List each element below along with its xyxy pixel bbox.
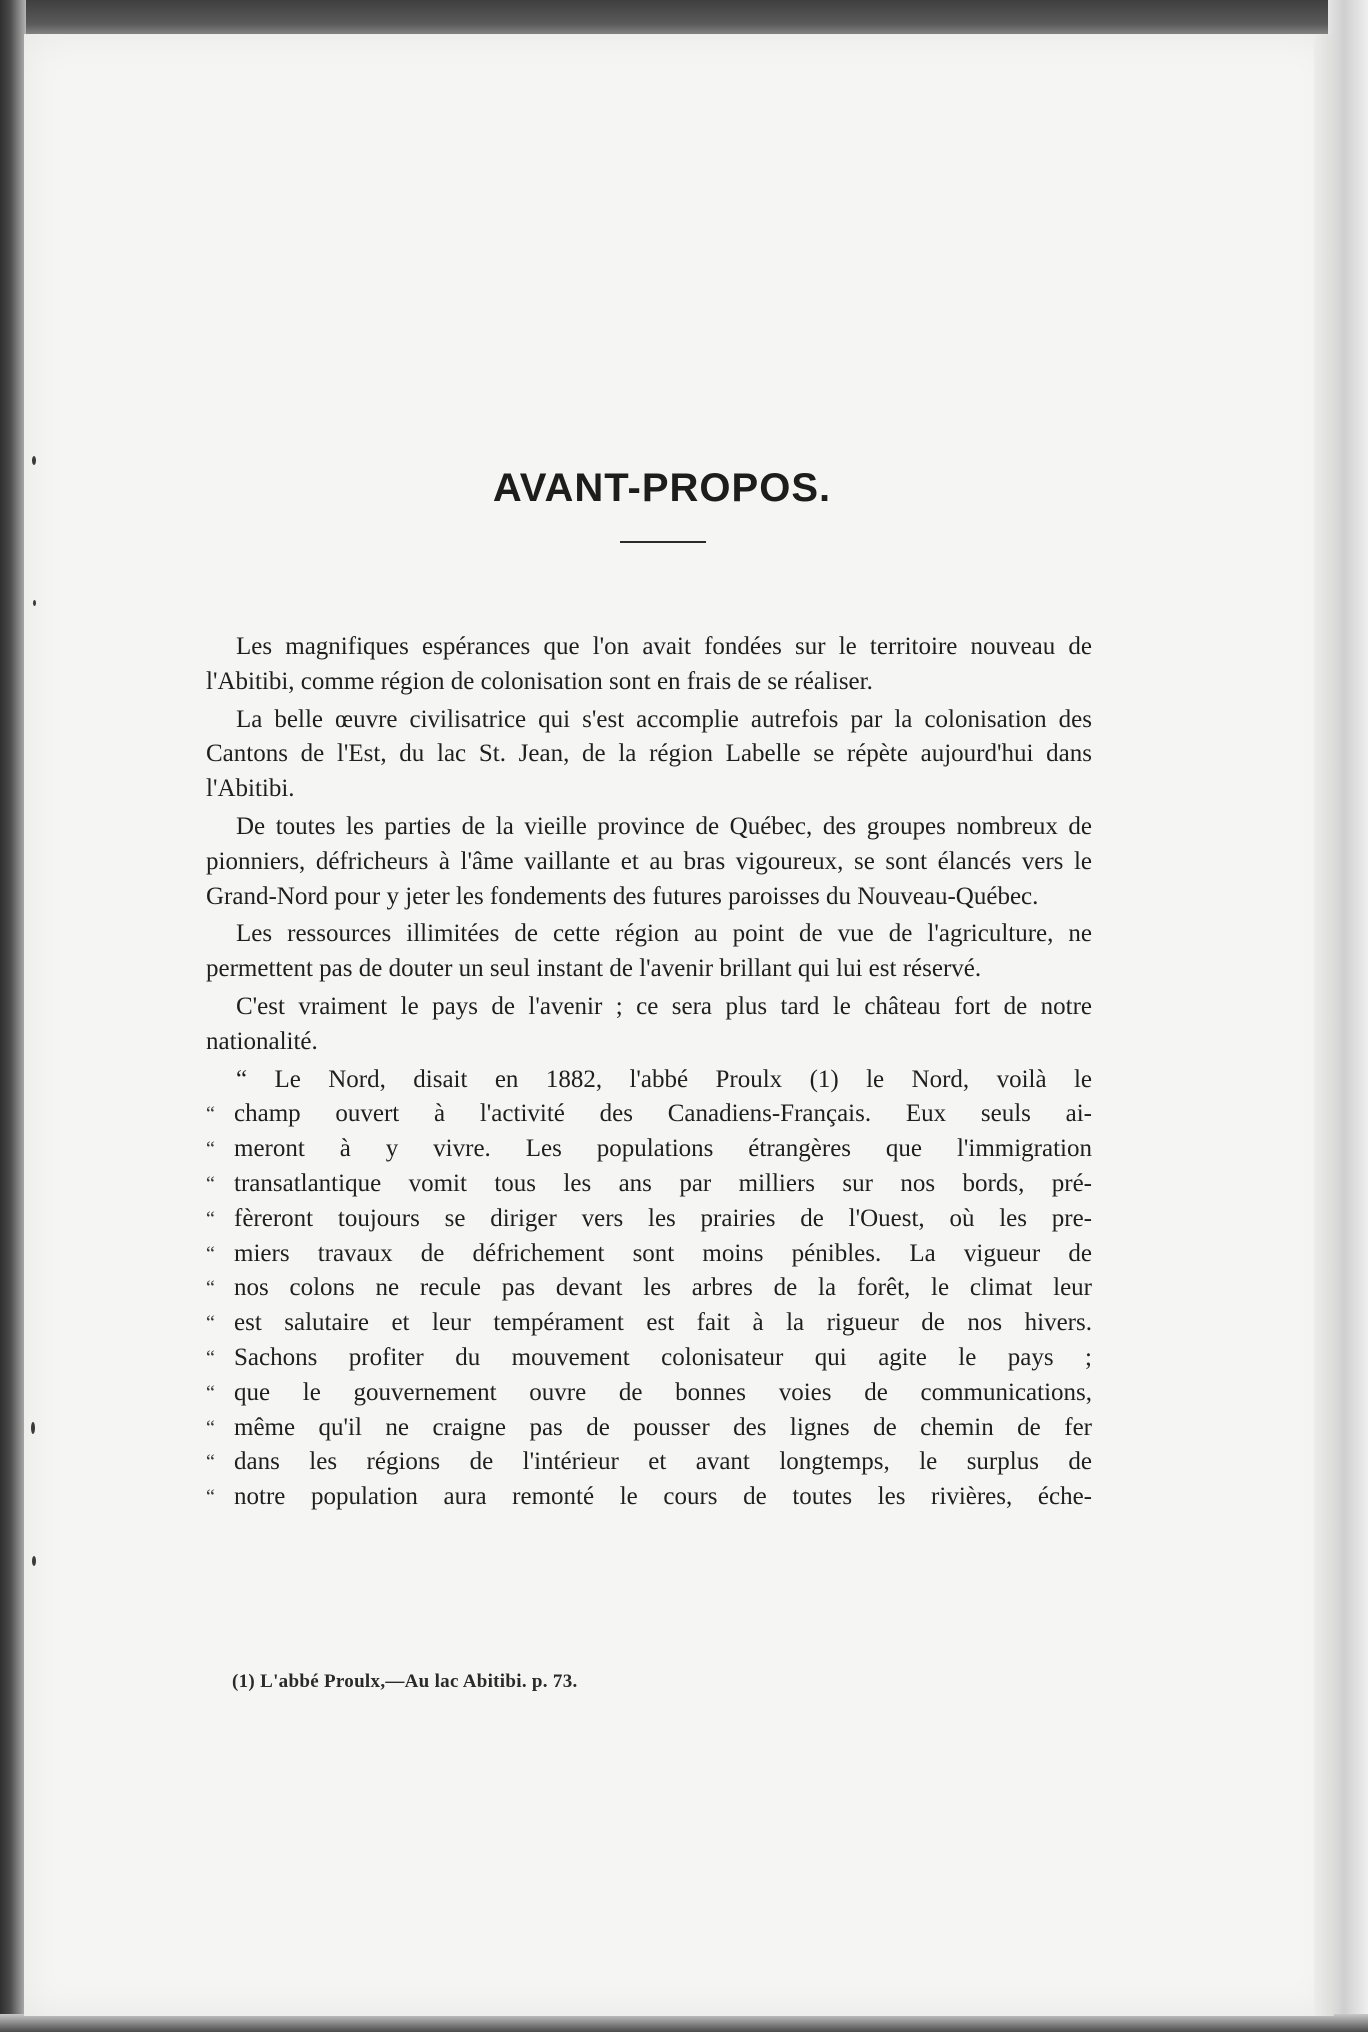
quote-line: “ même qu'il ne craigne pas de pousser des lignes de chemin de fer (206, 1411, 1092, 1446)
quote-mark: “ (206, 1486, 215, 1509)
scan-speck (33, 600, 36, 606)
quote-line: “ que le gouvernement ouvre de bonnes voies de communications, (206, 1376, 1092, 1411)
quote-line: “ nos colons ne recule pas devant les arbres de la forêt, le climat leur (206, 1271, 1092, 1306)
quote-block (206, 1063, 1092, 1515)
quote-mark: “ (206, 1416, 215, 1439)
quote-line: “ meront à y vivre. Les populations étrangères que l'immigration (206, 1132, 1092, 1167)
quote-line: “ miers travaux de défrichement sont moins pénibles. La vigueur de (206, 1237, 1092, 1272)
page-edge (1314, 34, 1334, 2016)
quote-line: “ notre population aura remonté le cours de toutes les rivières, éche- (206, 1480, 1092, 1515)
quote-mark: “ (206, 1242, 215, 1265)
scan-border-bottom (0, 2014, 1368, 2032)
quote-line: “ fèreront toujours se diriger vers les prairies de l'Ouest, où les pre- (206, 1202, 1092, 1237)
paragraph: De toutes les parties de la vieille province de Québec, des groupes nombreux de pionniers, défricheurs à l'âme vaillante et au bras vigoureux, se sont élancés vers le Grand-Nord pour y jeter les fondements des futures paroisses du Nouveau-Québec. (206, 812, 1092, 910)
quote-line: “ transatlantique vomit tous les ans par milliers sur nos bords, pré- (206, 1167, 1092, 1202)
quote-line: “ champ ouvert à l'activité des Canadiens-Français. Eux seuls ai- (206, 1097, 1092, 1132)
scan-speck (31, 1422, 35, 1434)
quote-line: “ Le Nord, disait en 1882, l'abbé Proulx (1) le Nord, voilà le (236, 1065, 1092, 1093)
scan-speck (32, 456, 36, 465)
quote-mark: “ (206, 1381, 215, 1404)
scan-border-left (0, 0, 26, 2032)
page-title: AVANT-PROPOS. (492, 466, 832, 510)
quote-line: “ dans les régions de l'intérieur et avant longtemps, le surplus de (206, 1445, 1092, 1480)
quote-line: “ est salutaire et leur tempérament est fait à la rigueur de nos hivers. (206, 1306, 1092, 1341)
body-text (206, 630, 1092, 1515)
quote-mark: “ (206, 1346, 215, 1369)
paragraph: Les ressources illimitées de cette région au point de vue de l'agriculture, ne permettent pas de douter un seul instant de l'avenir brillant qui lui est réservé. (206, 920, 1092, 983)
quote-mark: “ (206, 1277, 215, 1300)
paragraph: La belle œuvre civilisatrice qui s'est accomplie autrefois par la colonisation des Cantons de l'Est, du lac St. Jean, de la région Labelle se répète aujourd'hui dans l'Abitibi. (206, 705, 1092, 803)
scan-border-right (1328, 0, 1368, 2032)
quote-mark: “ (206, 1451, 215, 1474)
scan-speck (32, 1556, 36, 1566)
footnote: (1) L'abbé Proulx,—Au lac Abitibi. p. 73. (232, 1671, 578, 1692)
paragraph: Les magnifiques espérances que l'on avait fondées sur le territoire nouveau de l'Abitibi, comme région de colonisation sont en frais de se réaliser. (206, 633, 1092, 695)
quote-mark: “ (206, 1207, 215, 1230)
quote-mark: “ (206, 1138, 215, 1161)
quote-mark: “ (206, 1312, 215, 1335)
quote-mark: “ (206, 1103, 215, 1126)
quote-mark: “ (206, 1172, 215, 1195)
book-page (24, 34, 1334, 2016)
paragraph: C'est vraiment le pays de l'avenir ; ce sera plus tard le château fort de notre nationalité. (206, 992, 1092, 1055)
title-rule (620, 541, 706, 543)
quote-line: “ Sachons profiter du mouvement colonisateur qui agite le pays ; (206, 1341, 1092, 1376)
